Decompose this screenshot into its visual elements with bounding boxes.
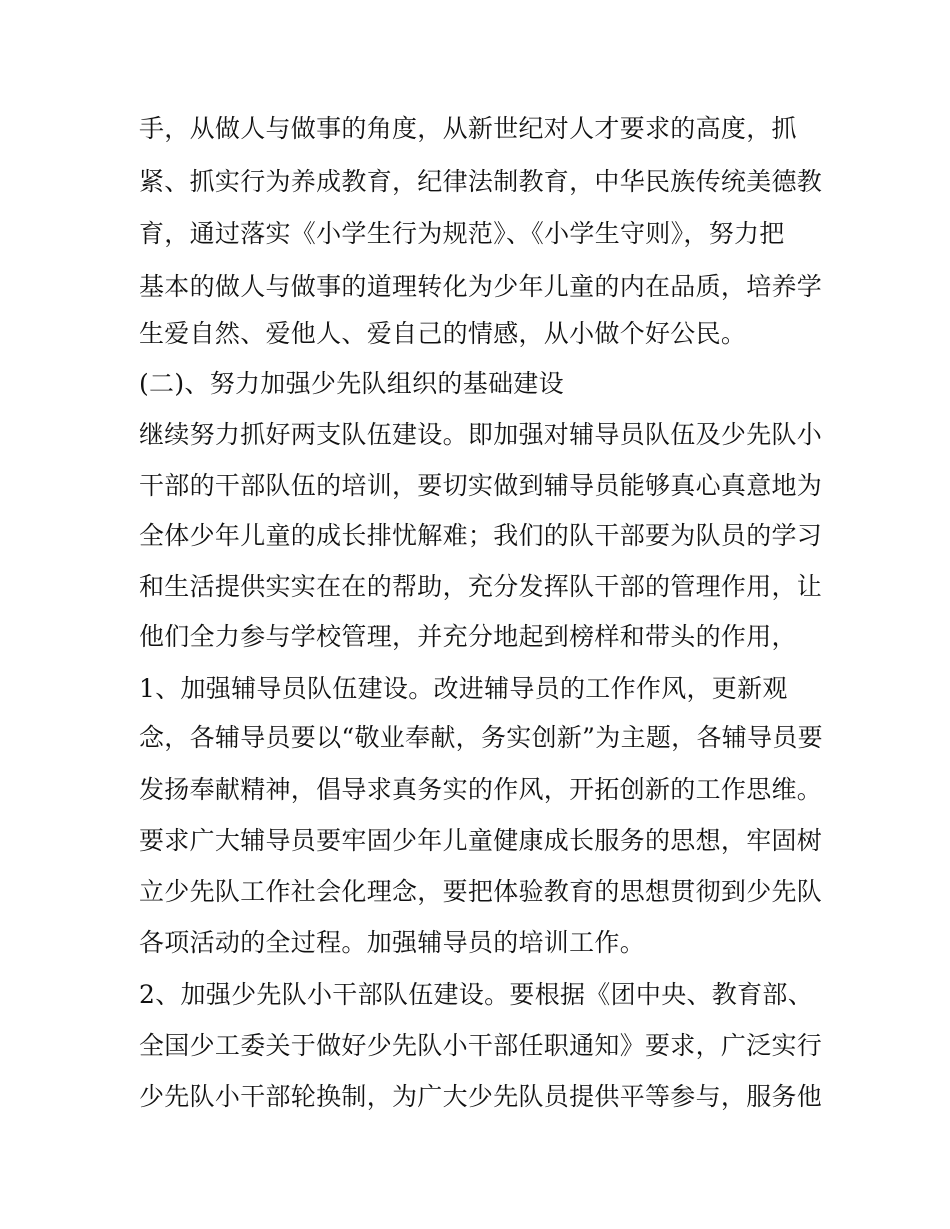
text-line: 少先队小干部轮换制，为广大少先队员提供平等参与，服务他 — [139, 1082, 823, 1111]
text-line: 育，通过落实《小学生行为规范》、《小学生守则》，努力把 — [139, 219, 785, 248]
text-line: 基本的做人与做事的道理转化为少年儿童的内在品质，培养学 — [139, 272, 823, 301]
text-line: 他们全力参与学校管理，并充分地起到榜样和带头的作用， — [139, 622, 797, 651]
text-line: 2、加强少先队小干部队伍建设。要根据《团中央、教育部、 — [139, 980, 814, 1009]
text-line: 发扬奉献精神，倡导求真务实的作风，开拓创新的工作思维。 — [139, 775, 823, 804]
text-line: 立少先队工作社会化理念，要把体验教育的思想贯彻到少先队 — [139, 877, 823, 906]
text-line: 紧、抓实行为养成教育，纪律法制教育，中华民族传统美德教 — [139, 167, 823, 196]
text-line: 和生活提供实实在在的帮助，充分发挥队干部的管理作用，让 — [139, 572, 823, 601]
text-line: 念，各辅导员要以“敬业奉献，务实创新”为主题，各辅导员要 — [139, 723, 823, 752]
section-heading: (二)、努力加强少先队组织的基础建设 — [139, 369, 564, 398]
text-line: 手，从做人与做事的角度，从新世纪对人才要求的高度，抓 — [139, 114, 797, 143]
text-line: 全体少年儿童的成长排忧解难；我们的队干部要为队员的学习 — [139, 521, 823, 550]
text-line: 要求广大辅导员要牢固少年儿童健康成长服务的思想，牢固树 — [139, 826, 823, 855]
text-line: 1、加强辅导员队伍建设。改进辅导员的工作作风，更新观 — [139, 674, 788, 703]
text-line: 生爱自然、爱他人、爱自己的情感，从小做个好公民。 — [139, 319, 747, 348]
text-line: 继续努力抓好两支队伍建设。即加强对辅导员队伍及少先队小 — [139, 420, 823, 449]
text-line: 干部的干部队伍的培训，要切实做到辅导员能够真心真意地为 — [139, 471, 823, 500]
text-line: 各项活动的全过程。加强辅导员的培训工作。 — [139, 928, 646, 957]
text-line: 全国少工委关于做好少先队小干部任职通知》要求，广泛实行 — [139, 1031, 823, 1060]
